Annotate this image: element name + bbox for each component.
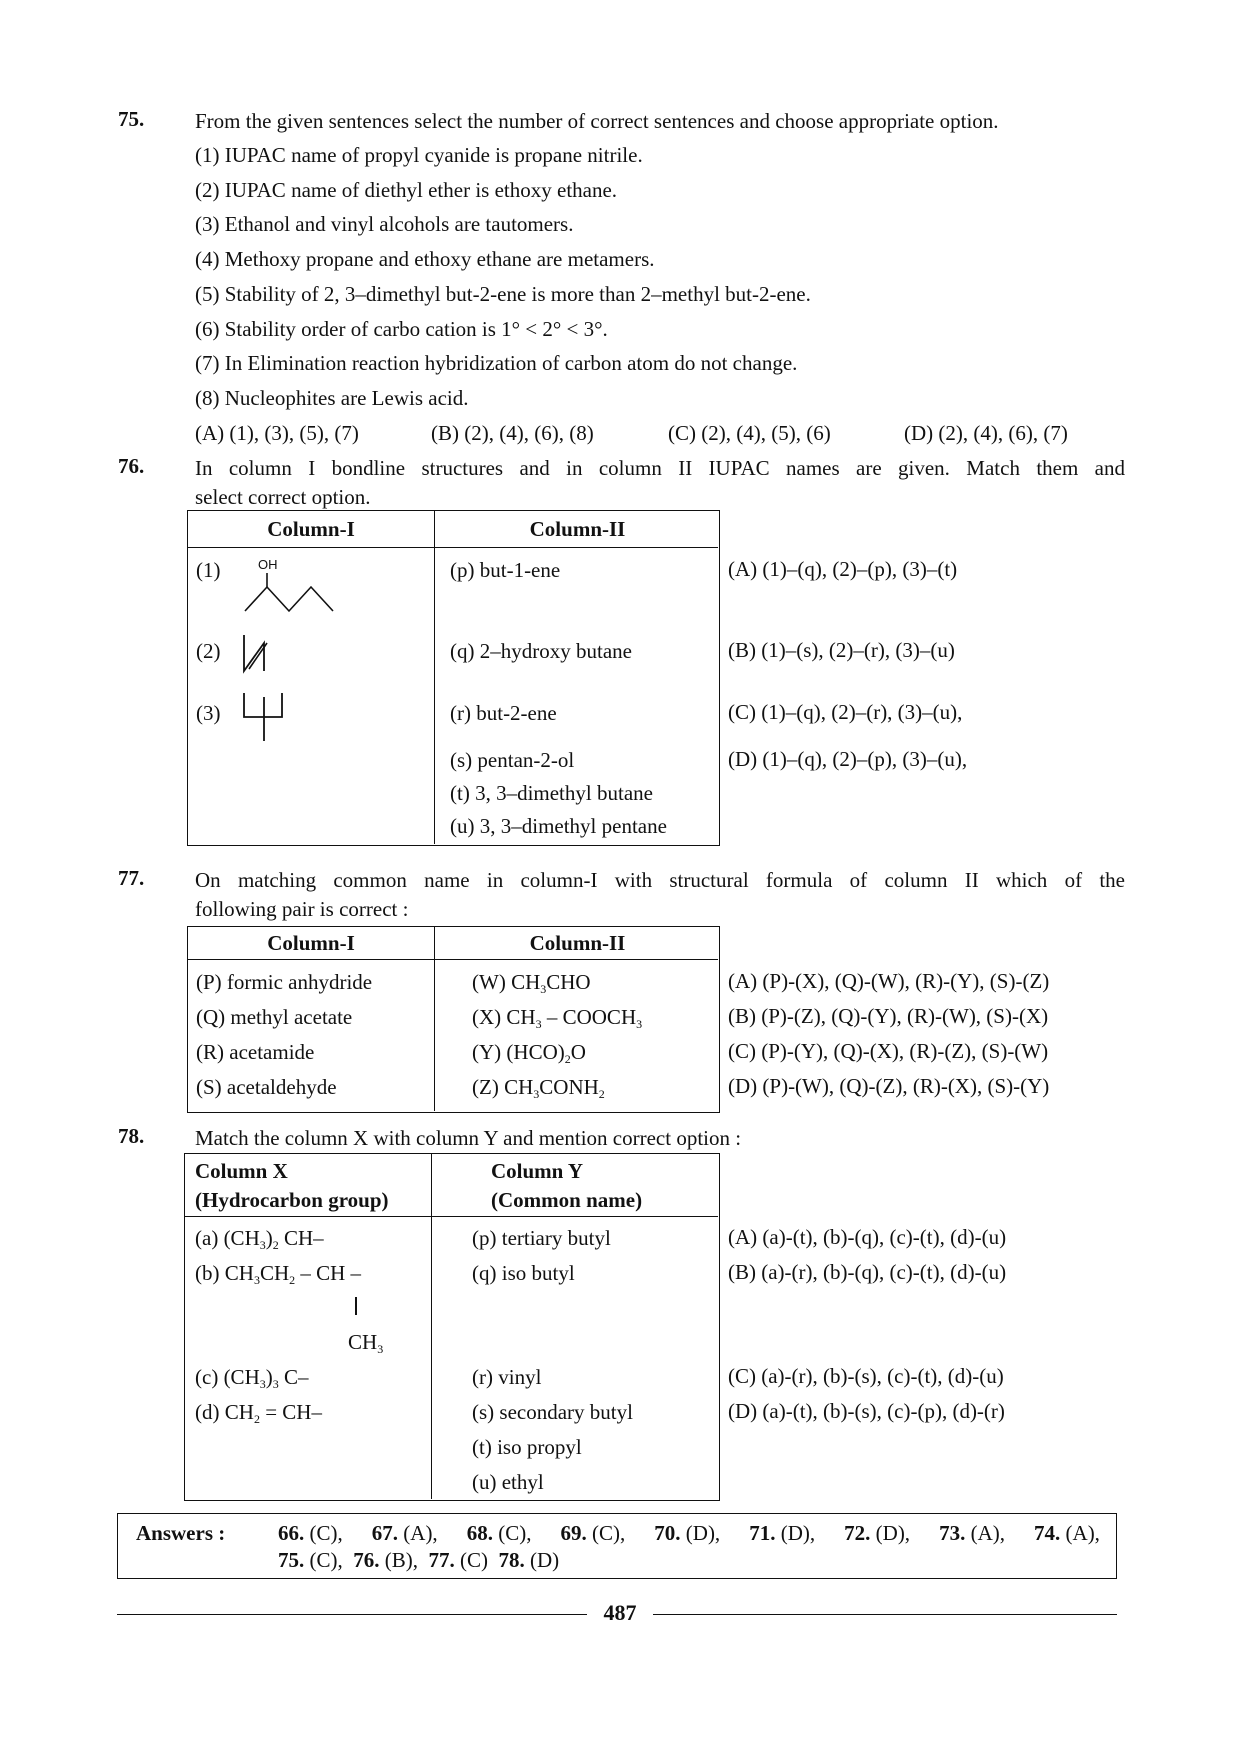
q76-option-a: (A) (1)–(q), (2)–(p), (3)–(t) — [728, 557, 958, 581]
q78-option-d: (D) (a)-(t), (b)-(s), (c)-(p), (d)-(r) — [728, 1399, 1005, 1423]
question-number-78: 78. — [118, 1124, 145, 1148]
oh-label: OH — [258, 557, 278, 572]
formula-y: (Y) $(HCO)_2O$ — [472, 1040, 586, 1066]
q77-column-2-header: Column-II — [529, 931, 626, 955]
q77-option-c: (C) (P)-(Y), (Q)-(X), (R)-(Z), (S)-(W) — [728, 1039, 1049, 1063]
statement-2: (2) IUPAC name of diethyl ether is ethoxy ethane. — [195, 178, 618, 202]
question-77-stem-line2: following pair is correct : — [195, 897, 409, 921]
group-c: (c) $(CH_3)_3$ C– — [195, 1365, 309, 1391]
q77-name-s: (S) acetaldehyde — [196, 1075, 337, 1099]
statement-5: (5) Stability of 2, 3–dimethyl but-2-ene is more than 2–methyl but-2-ene. — [195, 282, 811, 306]
answer-68: 68. (C), — [466, 1521, 532, 1545]
q78-table — [184, 1153, 720, 1501]
question-76-stem-line1: In column I bondline structures and in column II IUPAC names are given. Match them and — [195, 456, 1125, 480]
footer-rule-right — [653, 1614, 1117, 1615]
q76-name-t: (t) 3, 3–dimethyl butane — [450, 781, 653, 805]
q77-name-r: (R) acetamide — [196, 1040, 315, 1064]
statement-4: (4) Methoxy propane and ethoxy ethane are metamers. — [195, 247, 655, 271]
answer-74: 74. (A), — [1034, 1521, 1100, 1545]
q76-name-s: (s) pentan-2-ol — [450, 748, 575, 772]
answer-72: 72. (D), — [844, 1521, 911, 1545]
question-78-stem: Match the column X with column Y and mention correct option : — [195, 1126, 742, 1150]
formula-x: (X) $CH_3$ – $COOCH_3$ — [472, 1005, 643, 1031]
question-number-76: 76. — [118, 454, 145, 478]
q76-option-b: (B) (1)–(s), (2)–(r), (3)–(u) — [728, 638, 955, 662]
answer-75: 75. (C), — [278, 1548, 343, 1572]
footer-rule-left — [117, 1614, 587, 1615]
q76-name-q: (q) 2–hydroxy butane — [450, 639, 632, 663]
q78-column-divider — [431, 1154, 432, 1499]
question-76-stem-line2: select correct option. — [195, 485, 371, 509]
q78-header-divider — [185, 1216, 718, 1217]
answer-66: 66. (C), — [278, 1521, 343, 1545]
q78-option-b: (B) (a)-(r), (b)-(q), (c)-(t), (d)-(u) — [728, 1260, 1007, 1284]
answer-77: 77. (C) — [428, 1548, 488, 1572]
name-t: (t) iso propyl — [472, 1435, 582, 1459]
q78-option-c: (C) (a)-(r), (b)-(s), (c)-(t), (d)-(u) — [728, 1364, 1004, 1388]
q77-name-p: (P) formic anhydride — [196, 970, 373, 994]
group-b-bond — [355, 1297, 357, 1315]
pentan-2-ol-structure — [243, 569, 343, 625]
q77-header-divider — [188, 959, 718, 960]
q76-structure-1-label: (1) — [196, 558, 221, 582]
q77-option-a: (A) (P)-(X), (Q)-(W), (R)-(Y), (S)-(Z) — [728, 969, 1050, 993]
answers-label: Answers : — [136, 1521, 226, 1545]
q76-column-2-header: Column-II — [529, 517, 626, 541]
question-75-stem: From the given sentences select the number of correct sentences and choose appropriate option. — [195, 109, 999, 133]
q77-column-1-header: Column-I — [267, 931, 355, 955]
answer-76: 76. (B), — [353, 1548, 418, 1572]
question-77-stem-line1: On matching common name in column-I with structural formula of column II which of the — [195, 868, 1125, 892]
question-number-77: 77. — [118, 866, 145, 890]
statement-3: (3) Ethanol and vinyl alcohols are tautomers. — [195, 212, 574, 236]
q75-option-c: (C) (2), (4), (5), (6) — [668, 421, 831, 445]
q77-table — [187, 926, 720, 1113]
group-b: (b) $CH_3CH_2$ – CH – — [195, 1261, 362, 1287]
group-d: (d) $CH_2 = CH-$ — [195, 1400, 322, 1426]
q76-header-divider — [188, 547, 718, 548]
name-q: (q) iso butyl — [472, 1261, 575, 1285]
q78-column-y-subheader: (Common name) — [491, 1188, 643, 1212]
answer-71: 71. (D), — [749, 1521, 816, 1545]
answer-73: 73. (A), — [939, 1521, 1005, 1545]
answer-67: 67. (A), — [371, 1521, 438, 1545]
answers-line-1 — [278, 1519, 1100, 1547]
q78-column-y-header: Column Y — [491, 1159, 583, 1183]
answers-line-2 — [278, 1546, 559, 1574]
answer-78: 78. (D) — [498, 1548, 560, 1572]
q77-name-q: (Q) methyl acetate — [196, 1005, 353, 1029]
q75-option-d: (D) (2), (4), (6), (7) — [904, 421, 1068, 445]
q76-name-p: (p) but-1-ene — [450, 558, 561, 582]
q76-column-divider — [434, 511, 435, 844]
q76-name-r: (r) but-2-ene — [450, 701, 557, 725]
q75-option-b: (B) (2), (4), (6), (8) — [431, 421, 594, 445]
statement-7: (7) In Elimination reaction hybridization of carbon atom do not change. — [195, 351, 798, 375]
q76-structure-2-label: (2) — [196, 639, 221, 663]
statement-6: (6) Stability order of carbo cation is 1° < 2° < 3°. — [195, 317, 608, 341]
q76-option-c: (C) (1)–(q), (2)–(r), (3)–(u), — [728, 700, 963, 724]
q75-option-a: (A) (1), (3), (5), (7) — [195, 421, 359, 445]
name-p: (p) tertiary butyl — [472, 1226, 611, 1250]
q76-option-d: (D) (1)–(q), (2)–(p), (3)–(u), — [728, 747, 968, 771]
formula-z: (Z) $CH_3CONH_2$ — [472, 1075, 605, 1101]
q76-structure-3-label: (3) — [196, 701, 221, 725]
name-s: (s) secondary butyl — [472, 1400, 633, 1424]
q78-column-x-header: Column X — [195, 1159, 288, 1183]
q76-table — [187, 510, 720, 846]
q77-option-d: (D) (P)-(W), (Q)-(Z), (R)-(X), (S)-(Y) — [728, 1074, 1050, 1098]
group-b-methyl: $CH_3$ — [348, 1330, 384, 1356]
formula-w: (W) $CH_3CHO$ — [472, 970, 591, 996]
name-u: (u) ethyl — [472, 1470, 544, 1494]
group-a: (a) $(CH_3)_2$ CH– — [195, 1226, 324, 1252]
q77-option-b: (B) (P)-(Z), (Q)-(Y), (R)-(W), (S)-(X) — [728, 1004, 1049, 1028]
answers-box — [117, 1513, 1117, 1579]
name-r: (r) vinyl — [472, 1365, 542, 1389]
dimethyl-alkane-structure — [240, 691, 286, 743]
q76-column-1-header: Column-I — [267, 517, 355, 541]
page-number: 487 — [603, 1600, 637, 1625]
q76-name-u: (u) 3, 3–dimethyl pentane — [450, 814, 667, 838]
answer-69: 69. (C), — [560, 1521, 626, 1545]
question-number-75: 75. — [118, 107, 145, 131]
q78-column-x-subheader: (Hydrocarbon group) — [195, 1188, 389, 1212]
statement-1: (1) IUPAC name of propyl cyanide is propane nitrile. — [195, 143, 643, 167]
statement-8: (8) Nucleophites are Lewis acid. — [195, 386, 469, 410]
answer-70: 70. (D), — [654, 1521, 721, 1545]
but-2-ene-structure — [240, 633, 268, 675]
q78-option-a: (A) (a)-(t), (b)-(q), (c)-(t), (d)-(u) — [728, 1225, 1007, 1249]
